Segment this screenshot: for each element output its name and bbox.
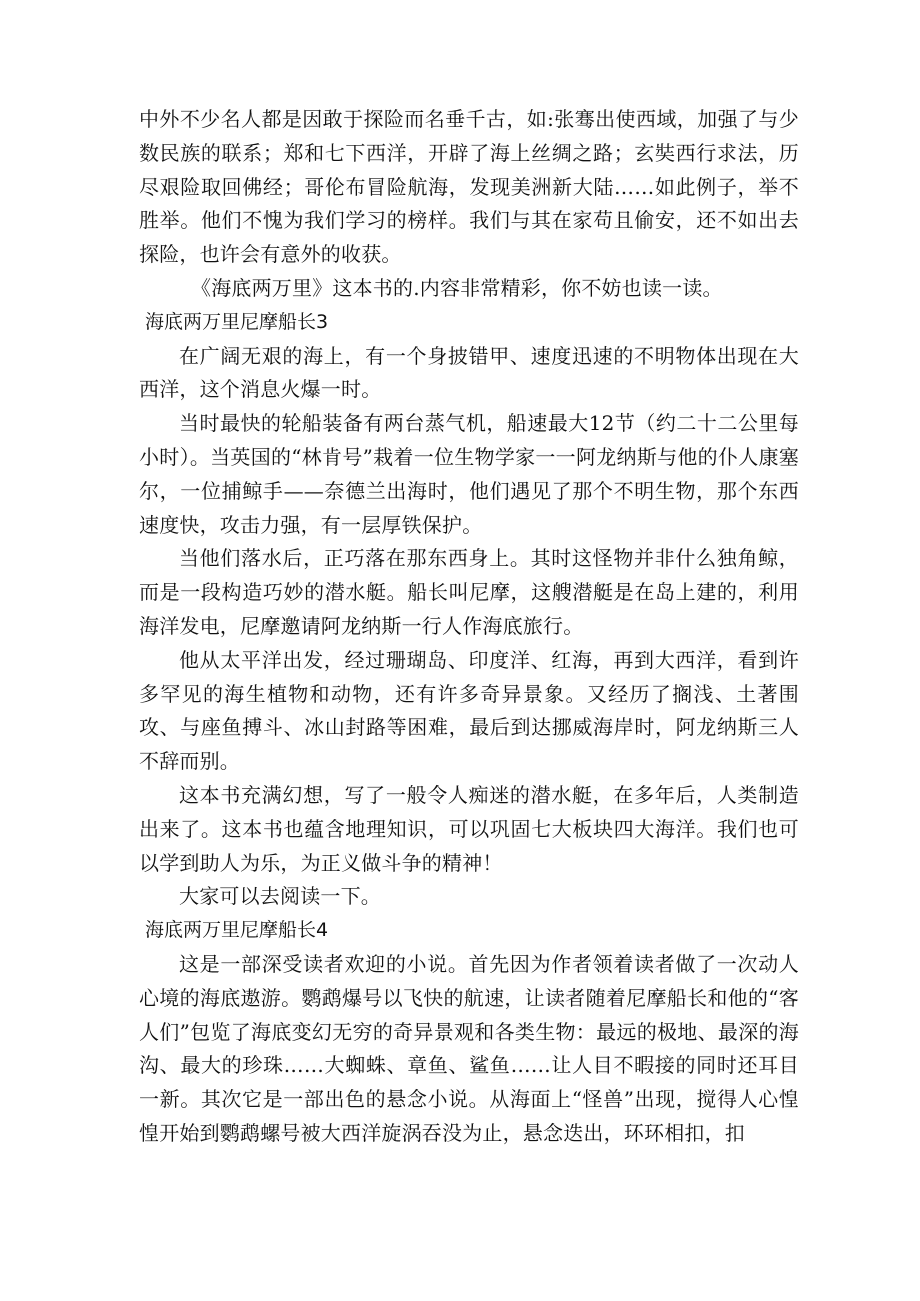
section-heading-3: 海底两万里尼摩船长3 bbox=[145, 310, 329, 333]
paragraph-3-1: 在广阔无艰的海上，有一个身披错甲、速度迅速的不明物体出现在大西洋，这个消息火爆一时。 bbox=[139, 343, 799, 402]
paragraph-3-2: 当时最快的轮船装备有两台蒸气机，船速最大12节（约二十二公里每小时）。当英国的“林肯号”栽着一位生物学家一一阿龙纳斯与他的仆人康塞尔，一位捕鲸手——奈德兰出海时，他们遇见了那个不明生物，那个东西速度快，攻击力强，有一层厚铁保护。 bbox=[139, 411, 799, 537]
paragraph-intro: 中外不少名人都是因敢于探险而名垂千古，如:张骞出使西域，加强了与少数民族的联系；郑和七下西洋，开辟了海上丝绸之路；玄奘西行求法，历尽艰险取回佛经；哥伦布冒险航海，发现美洲新大陆……如此例子，举不胜举。他们不愧为我们学习的榜样。我们与其在家苟且偷安，还不如出去探险，也许会有意外的收获。 bbox=[139, 107, 799, 267]
paragraph-3-5: 这本书充满幻想，写了一般令人痴迷的潜水艇，在多年后，人类制造出来了。这本书也蕴含地理知识，可以巩固七大板块四大海洋。我们也可以学到助人为乐，为正义做斗争的精神！ bbox=[139, 782, 799, 875]
paragraph-3-6: 大家可以去阅读一下。 bbox=[179, 884, 381, 909]
paragraph-recommendation: 《海底两万里》这本书的.内容非常精彩，你不妨也读一读。 bbox=[191, 275, 723, 300]
paragraph-3-4: 他从太平洋出发，经过珊瑚岛、印度洋、红海，再到大西洋，看到许多罕见的海生植物和动物，还有许多奇异景象。又经历了搁浅、土著围攻、与座鱼搏斗、冰山封路等困难，最后到达挪威海岸时，阿龙纳斯三人不辞而别。 bbox=[139, 647, 799, 774]
paragraph-4-1: 这是一部深受读者欢迎的小说。首先因为作者领着读者做了一次动人心境的海底遨游。鹦鹉爆号以飞快的航速，让读者随着尼摩船长和他的“客人们”包览了海底变幻无穷的奇异景观和各类生物：最远的极地、最深的海沟、最大的珍珠……大蜘蛛、章鱼、鲨鱼……让人目不暇接的同时还耳目一新。其次它是一部出色的悬念小说。从海面上“怪兽”出现，搅得人心惶惶开始到鹦鹉螺号被大西洋旋涡吞没为止，悬念迭出，环环相扣，扣 bbox=[139, 951, 799, 1145]
document-page bbox=[139, 103, 799, 1151]
section-heading-4: 海底两万里尼摩船长4 bbox=[145, 919, 329, 942]
paragraph-3-3: 当他们落水后，正巧落在那东西身上。其时这怪物并非什么独角鲸，而是一段构造巧妙的潜水艇。船长叫尼摩，这艘潜艇是在岛上建的，利用海洋发电，尼摩邀请阿龙纳斯一行人作海底旅行。 bbox=[139, 546, 799, 638]
